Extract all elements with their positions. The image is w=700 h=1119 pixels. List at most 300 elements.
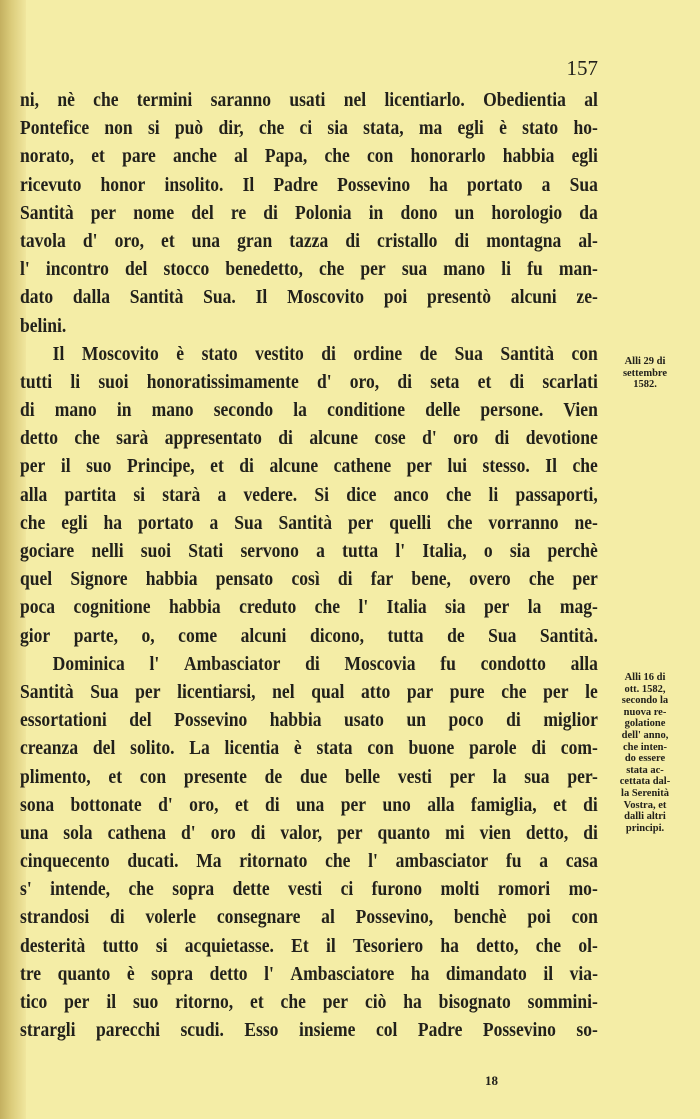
- word: nelli: [91, 540, 124, 562]
- word: Vien: [563, 399, 598, 422]
- text-line: [20, 763, 598, 791]
- word: honor: [100, 173, 146, 196]
- word: Santità.: [539, 624, 598, 647]
- word: starà: [162, 483, 201, 506]
- word: ci: [340, 878, 354, 901]
- word: di: [454, 229, 470, 252]
- word: la: [492, 765, 507, 788]
- word: essortationi: [20, 709, 107, 732]
- text-line: [20, 452, 598, 480]
- word: furono: [371, 878, 423, 901]
- word: presentò: [427, 286, 492, 309]
- word: di: [110, 906, 125, 929]
- word: al-: [578, 229, 598, 252]
- word: in: [368, 201, 384, 224]
- word: due: [299, 765, 328, 788]
- word: di: [494, 427, 510, 450]
- word: servono: [240, 540, 299, 562]
- word: il: [325, 934, 336, 957]
- word: poca: [20, 596, 56, 619]
- word: di: [345, 229, 360, 252]
- word: ne-: [574, 511, 598, 534]
- word: molti: [440, 878, 480, 901]
- word: vestito: [255, 342, 304, 365]
- word: alla: [427, 793, 455, 816]
- word: come: [178, 624, 218, 647]
- word: tico: [20, 991, 48, 1013]
- word: di: [250, 821, 266, 844]
- word: cose: [374, 427, 406, 450]
- word: che: [314, 596, 341, 619]
- word: Possevino: [337, 173, 411, 196]
- word: quel: [20, 568, 53, 591]
- word: dalla: [72, 286, 110, 309]
- word: Ma: [196, 850, 222, 873]
- word: lui: [447, 455, 467, 478]
- word: Santità: [20, 680, 74, 703]
- margin-note-line: Alli 29 di: [624, 356, 666, 367]
- word: dice: [346, 483, 377, 506]
- text-line: [20, 171, 598, 199]
- word: portato: [138, 511, 194, 534]
- word: oro,: [114, 229, 144, 252]
- word: conditione: [327, 399, 406, 422]
- word: dato: [20, 286, 54, 309]
- word: nè: [57, 89, 75, 111]
- word: sia: [509, 540, 531, 562]
- word: che: [447, 511, 473, 534]
- margin-note-line: do essere: [624, 753, 666, 765]
- text-line: [20, 622, 598, 650]
- word: Santità: [129, 286, 184, 309]
- word: l': [20, 258, 30, 281]
- word: Sua: [454, 342, 483, 365]
- word: par: [406, 680, 434, 703]
- word: delle: [425, 399, 461, 422]
- word: anche: [173, 145, 217, 168]
- word: devotione: [525, 427, 598, 450]
- margin-note-line: ott. 1582,: [624, 683, 666, 695]
- word: strandosi: [20, 906, 90, 929]
- word: licentiarsi,: [177, 680, 256, 703]
- word: Italia: [386, 596, 427, 619]
- word: passaporti,: [515, 483, 598, 506]
- word: usati: [289, 89, 326, 111]
- word: cinquecento: [20, 850, 110, 873]
- word: benedetto,: [225, 258, 303, 281]
- text-line: [20, 875, 598, 903]
- word: sona: [20, 793, 55, 816]
- word: valor,: [280, 821, 323, 844]
- text-line: [20, 340, 598, 368]
- word: quelli: [389, 511, 432, 534]
- word: intende,: [50, 878, 111, 901]
- word: col: [375, 1019, 398, 1042]
- page-number: 157: [566, 56, 598, 80]
- word: Ambasciator: [183, 652, 281, 675]
- word: d': [181, 821, 196, 844]
- word: desterità: [20, 934, 86, 957]
- word: Il: [242, 173, 255, 196]
- word: è: [126, 962, 135, 985]
- word: oro,: [189, 793, 219, 816]
- word: Sua: [488, 624, 517, 647]
- word: gior: [20, 624, 51, 647]
- text-line: [20, 368, 598, 396]
- word: ha: [440, 934, 459, 957]
- word: è: [176, 342, 185, 365]
- word: stato: [201, 342, 238, 365]
- word: per: [483, 596, 510, 619]
- body-text: [20, 86, 598, 1044]
- word: è: [499, 117, 507, 140]
- word: mi: [445, 821, 465, 844]
- word: et: [250, 991, 264, 1013]
- word: dimandato: [445, 962, 527, 985]
- word: plimento,: [20, 765, 91, 788]
- word: licentiarlo.: [384, 89, 465, 111]
- word: alcune: [309, 427, 359, 450]
- margin-note-line: che inten-: [622, 741, 668, 753]
- word: Si: [314, 483, 330, 506]
- word: Esso: [244, 1019, 279, 1042]
- word: strargli: [20, 1019, 76, 1042]
- word: ha: [410, 962, 430, 985]
- word: vesti: [288, 878, 323, 901]
- word: La: [189, 737, 210, 760]
- word: Principe,: [126, 455, 195, 478]
- margin-note-line: Vostra, et: [623, 799, 667, 811]
- word: ci: [299, 117, 313, 140]
- text-line: [20, 565, 598, 593]
- word: tavola: [20, 229, 66, 252]
- word: insieme: [298, 1019, 356, 1042]
- word: con: [571, 342, 598, 365]
- word: benchè: [453, 906, 507, 929]
- text-line: [20, 424, 598, 452]
- word: che: [445, 483, 472, 506]
- word: dir,: [218, 117, 244, 140]
- text-line: [20, 678, 598, 706]
- word: oro,: [349, 370, 380, 393]
- word: stesso.: [482, 455, 530, 478]
- word: tutta: [387, 624, 424, 647]
- word: ritorno,: [175, 991, 234, 1013]
- word: che: [280, 991, 306, 1013]
- word: mano: [151, 399, 194, 422]
- word: Santità: [20, 201, 74, 224]
- word: suoi: [98, 370, 129, 393]
- word: honoratissimamente: [146, 370, 299, 393]
- word: Possevino: [482, 1019, 556, 1042]
- word: oro: [210, 821, 236, 844]
- word: a: [217, 483, 227, 506]
- word: nome: [133, 201, 175, 224]
- margin-note-line: Alli 16 di: [624, 672, 666, 683]
- word: et: [477, 370, 492, 393]
- word: vesti: [397, 765, 432, 788]
- word: per: [322, 991, 349, 1013]
- text-line: [20, 255, 598, 283]
- word: cognitione: [73, 596, 151, 619]
- word: anco: [393, 483, 429, 506]
- word: creduto: [239, 596, 297, 619]
- text-line: [20, 537, 598, 565]
- word: può: [174, 117, 204, 140]
- word: che: [572, 455, 598, 478]
- text-line: [20, 988, 598, 1016]
- word: ha: [103, 511, 123, 534]
- word: Polonia: [295, 201, 352, 224]
- word: miglior: [543, 709, 598, 732]
- word: incontro: [45, 258, 109, 281]
- word: creanza: [20, 737, 79, 760]
- word: et: [234, 793, 249, 816]
- word: per: [360, 258, 386, 281]
- word: stata,: [363, 117, 404, 140]
- word: seta: [430, 370, 460, 393]
- word: ni,: [20, 89, 40, 111]
- word: et: [108, 765, 123, 788]
- word: persone.: [480, 399, 544, 422]
- word: overo: [469, 568, 511, 591]
- word: sarà: [116, 427, 149, 450]
- margin-note-date-2: [604, 672, 686, 834]
- text-line: [20, 142, 598, 170]
- word: tutto: [102, 934, 139, 957]
- word: Et: [291, 934, 309, 957]
- word: che: [324, 145, 350, 168]
- word: buone: [408, 737, 455, 760]
- word: d': [422, 427, 437, 450]
- word: d': [158, 793, 173, 816]
- word: per: [20, 455, 46, 478]
- word: fu: [527, 258, 543, 281]
- word: così: [291, 568, 320, 591]
- word: il: [106, 991, 117, 1013]
- word: al: [584, 89, 598, 111]
- word: ordine: [353, 342, 403, 365]
- word: qual: [311, 680, 345, 703]
- word: consegnare: [216, 906, 301, 929]
- word: horologio: [491, 201, 563, 224]
- word: alcuni: [240, 624, 287, 647]
- text-line: [20, 706, 598, 734]
- word: Possevino,: [355, 906, 434, 929]
- word: che: [128, 878, 154, 901]
- word: stocco: [163, 258, 210, 281]
- text-line: [20, 114, 598, 142]
- word: quanto: [57, 962, 111, 985]
- text-line: [20, 227, 598, 255]
- word: alcuni: [510, 286, 557, 309]
- word: cristallo: [377, 229, 438, 252]
- word: Pontefice: [20, 117, 90, 140]
- word: usato: [343, 709, 384, 732]
- word: Moscovito: [81, 342, 159, 365]
- word: ol-: [578, 934, 598, 957]
- word: termini: [136, 89, 193, 111]
- margin-note-line: 1582.: [633, 379, 657, 391]
- word: sia: [327, 117, 348, 140]
- word: con: [367, 737, 394, 760]
- word: ciò: [364, 991, 387, 1013]
- word: Possevino: [174, 709, 248, 732]
- word: acquietasse.: [184, 934, 274, 957]
- word: far: [370, 568, 394, 591]
- word: sopra: [151, 962, 194, 985]
- word: gran: [237, 229, 273, 252]
- word: belini.: [20, 314, 67, 337]
- word: per: [572, 568, 598, 591]
- word: di: [239, 455, 254, 478]
- word: poi: [527, 906, 551, 929]
- word: di: [20, 399, 35, 422]
- word: con: [367, 145, 394, 168]
- word: o,: [141, 624, 155, 647]
- word: al: [234, 145, 248, 168]
- word: cathena: [107, 821, 167, 844]
- word: de: [419, 342, 438, 365]
- word: man-: [558, 258, 598, 281]
- word: oro: [453, 427, 479, 450]
- word: nel: [343, 89, 367, 111]
- word: l': [149, 652, 160, 675]
- word: Tesoriero: [352, 934, 424, 957]
- word: sua: [401, 258, 428, 281]
- word: scudi.: [180, 1019, 224, 1042]
- word: ha: [403, 991, 422, 1013]
- word: di: [397, 370, 413, 393]
- word: vorranno: [488, 511, 559, 534]
- word: che: [93, 89, 119, 111]
- word: che: [325, 850, 351, 873]
- text-line: [20, 650, 598, 678]
- word: tutti: [20, 370, 53, 393]
- word: Padre: [273, 173, 318, 196]
- word: stata: [316, 737, 353, 760]
- word: il: [60, 455, 71, 478]
- word: ha: [429, 173, 448, 196]
- word: montagna: [486, 229, 562, 252]
- word: ho-: [573, 117, 598, 140]
- word: Il: [52, 342, 65, 365]
- margin-note-line: nuova re-: [623, 706, 667, 718]
- word: re: [230, 201, 247, 224]
- word: Santità: [500, 342, 555, 365]
- text-line: [20, 932, 598, 960]
- word: bottonate: [70, 793, 142, 816]
- word: del: [191, 201, 214, 224]
- word: condotto: [480, 652, 546, 675]
- word: ducati.: [127, 850, 179, 873]
- word: del: [129, 709, 152, 732]
- word: di: [531, 737, 546, 760]
- word: insolito.: [164, 173, 224, 196]
- word: Santità: [278, 511, 333, 534]
- word: de: [447, 624, 465, 647]
- word: del: [92, 737, 116, 760]
- word: atto: [361, 680, 391, 703]
- text-line: [20, 1016, 598, 1044]
- word: alla: [20, 483, 48, 506]
- word: uno: [382, 793, 411, 816]
- word: alla: [570, 652, 598, 675]
- word: mano: [443, 258, 486, 281]
- text-line: [20, 903, 598, 931]
- word: ritornato: [239, 850, 308, 873]
- word: di: [506, 709, 521, 732]
- word: egli: [457, 117, 484, 140]
- word: Ambasciatore: [290, 962, 395, 985]
- word: mo-: [568, 878, 598, 901]
- word: di: [264, 793, 280, 816]
- margin-note-line: la Serenità: [621, 787, 669, 799]
- word: alcune: [269, 455, 319, 478]
- text-line: [20, 791, 598, 819]
- word: detto: [20, 427, 58, 450]
- word: per: [449, 765, 476, 788]
- text-line: [20, 396, 598, 424]
- text-line: [20, 819, 598, 847]
- word: sola: [63, 821, 93, 844]
- word: suo: [86, 455, 112, 478]
- word: di: [583, 793, 598, 816]
- word: di: [321, 342, 336, 365]
- word: di: [509, 370, 525, 393]
- word: Sua: [569, 173, 598, 196]
- word: tazza: [289, 229, 329, 252]
- text-line: [20, 481, 598, 509]
- margin-note-line: settembre: [622, 367, 668, 379]
- word: sia: [445, 596, 466, 619]
- word: di: [305, 652, 320, 675]
- word: che: [535, 934, 562, 957]
- word: da: [579, 201, 598, 224]
- word: pare: [122, 145, 156, 168]
- word: quanto: [377, 821, 431, 844]
- word: suoi: [140, 540, 171, 562]
- margin-note-line: dalli altri: [624, 811, 666, 823]
- word: una: [20, 821, 49, 844]
- word: com-: [560, 737, 598, 760]
- word: si: [133, 483, 146, 506]
- word: habbia: [168, 596, 221, 619]
- word: la: [527, 596, 542, 619]
- word: per: [340, 793, 367, 816]
- word: nel: [272, 680, 295, 703]
- word: Dominica: [52, 652, 125, 675]
- word: gociare: [20, 540, 75, 562]
- word: poi: [383, 286, 408, 309]
- word: vedere.: [243, 483, 298, 506]
- word: egli: [571, 145, 598, 168]
- word: mano: [54, 399, 97, 422]
- word: Signore: [70, 568, 128, 591]
- word: stato: [522, 117, 559, 140]
- word: tre: [20, 962, 42, 985]
- word: poco: [448, 709, 484, 732]
- margin-note-line: golatione: [624, 718, 666, 730]
- word: Sua: [234, 511, 263, 534]
- text-line: [20, 312, 598, 340]
- word: per: [135, 680, 161, 703]
- word: che: [20, 511, 46, 534]
- word: dicono,: [309, 624, 365, 647]
- text-line: [20, 283, 598, 311]
- word: a: [539, 850, 548, 873]
- word: secondo: [213, 399, 274, 422]
